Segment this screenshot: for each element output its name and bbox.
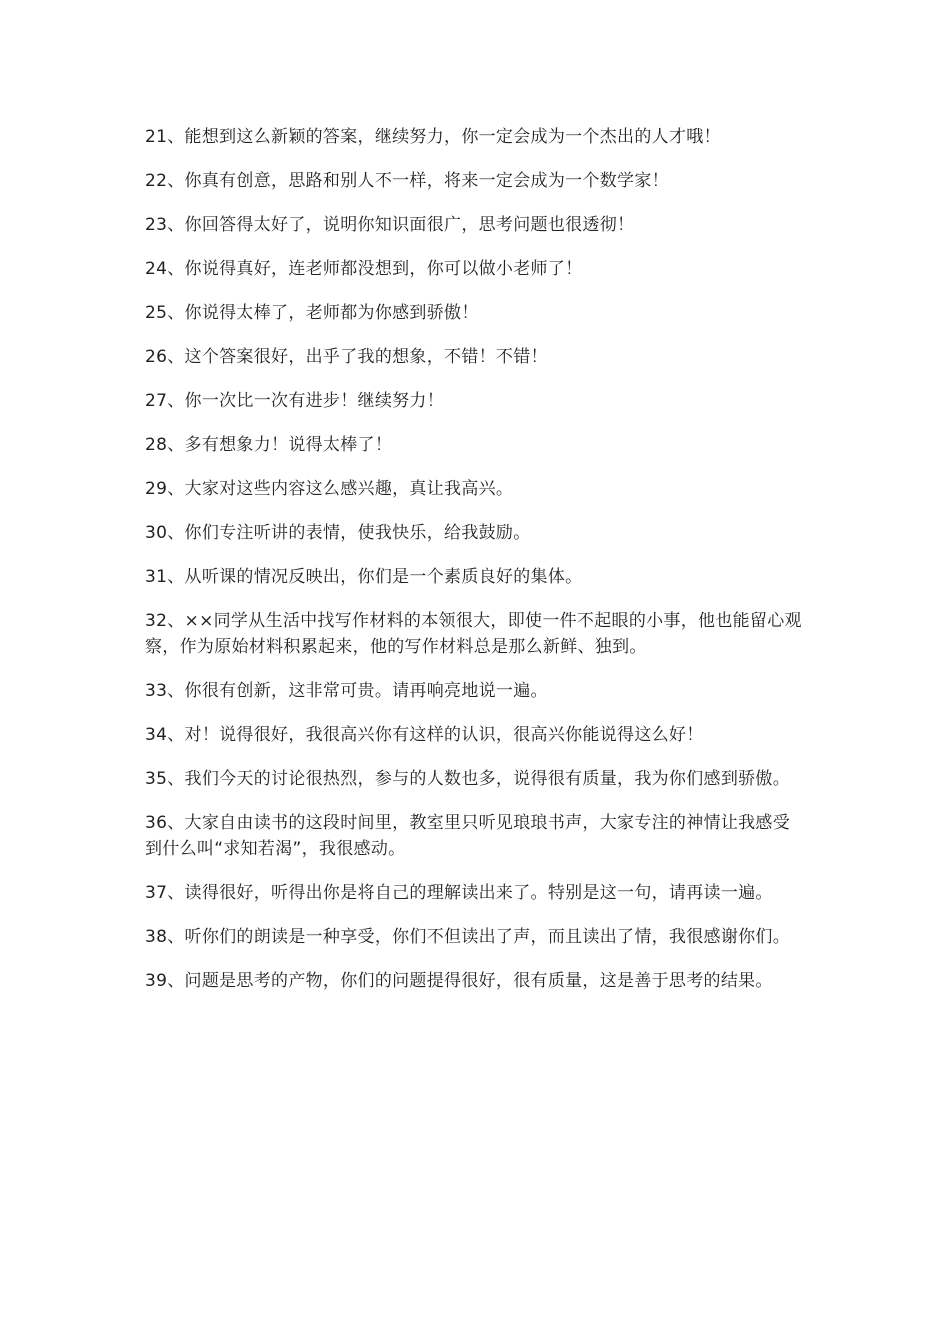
list-item: 39、问题是思考的产物，你们的问题提得很好，很有质量，这是善于思考的结果。: [145, 971, 773, 991]
list-item: 38、听你们的朗读是一种享受，你们不但读出了声，而且读出了情，我很感谢你们。: [145, 927, 791, 947]
list-item: 31、从听课的情况反映出，你们是一个素质良好的集体。: [145, 567, 583, 587]
list-item: 37、读得很好，听得出你是将自己的理解读出来了。特别是这一句，请再读一遍。: [145, 883, 773, 903]
list-item: 23、你回答得太好了，说明你知识面很广，思考问题也很透彻！: [145, 215, 635, 235]
praise-list: [145, 124, 805, 1012]
list-item: 34、对！说得很好，我很高兴你有这样的认识，很高兴你能说得这么好！: [145, 725, 704, 745]
list-item: 26、这个答案很好，出乎了我的想象，不错！不错！: [145, 347, 548, 367]
list-item: 22、你真有创意，思路和别人不一样，将来一定会成为一个数学家！: [145, 171, 669, 191]
list-item: 36、大家自由读书的这段时间里，教室里只听见琅琅书声，大家专注的神情让我感受到什么叫“求知若渴”，我很感动。: [145, 813, 791, 859]
list-item: 30、你们专注听讲的表情，使我快乐，给我鼓励。: [145, 523, 531, 543]
list-item: 32、××同学从生活中找写作材料的本领很大，即使一件不起眼的小事，他也能留心观察，作为原始材料积累起来，他的写作材料总是那么新鲜、独到。: [145, 611, 802, 657]
list-item: 35、我们今天的讨论很热烈，参与的人数也多，说得很有质量，我为你们感到骄傲。: [145, 769, 791, 789]
list-item: 25、你说得太棒了，老师都为你感到骄傲！: [145, 303, 479, 323]
list-item: 27、你一次比一次有进步！继续努力！: [145, 391, 445, 411]
list-item: 21、能想到这么新颖的答案，继续努力，你一定会成为一个杰出的人才哦！: [145, 127, 721, 147]
list-item: 24、你说得真好，连老师都没想到，你可以做小老师了！: [145, 259, 583, 279]
list-item: 29、大家对这些内容这么感兴趣，真让我高兴。: [145, 479, 514, 499]
list-item: 28、多有想象力！说得太棒了！: [145, 435, 393, 455]
list-item: 33、你很有创新，这非常可贵。请再响亮地说一遍。: [145, 681, 548, 701]
